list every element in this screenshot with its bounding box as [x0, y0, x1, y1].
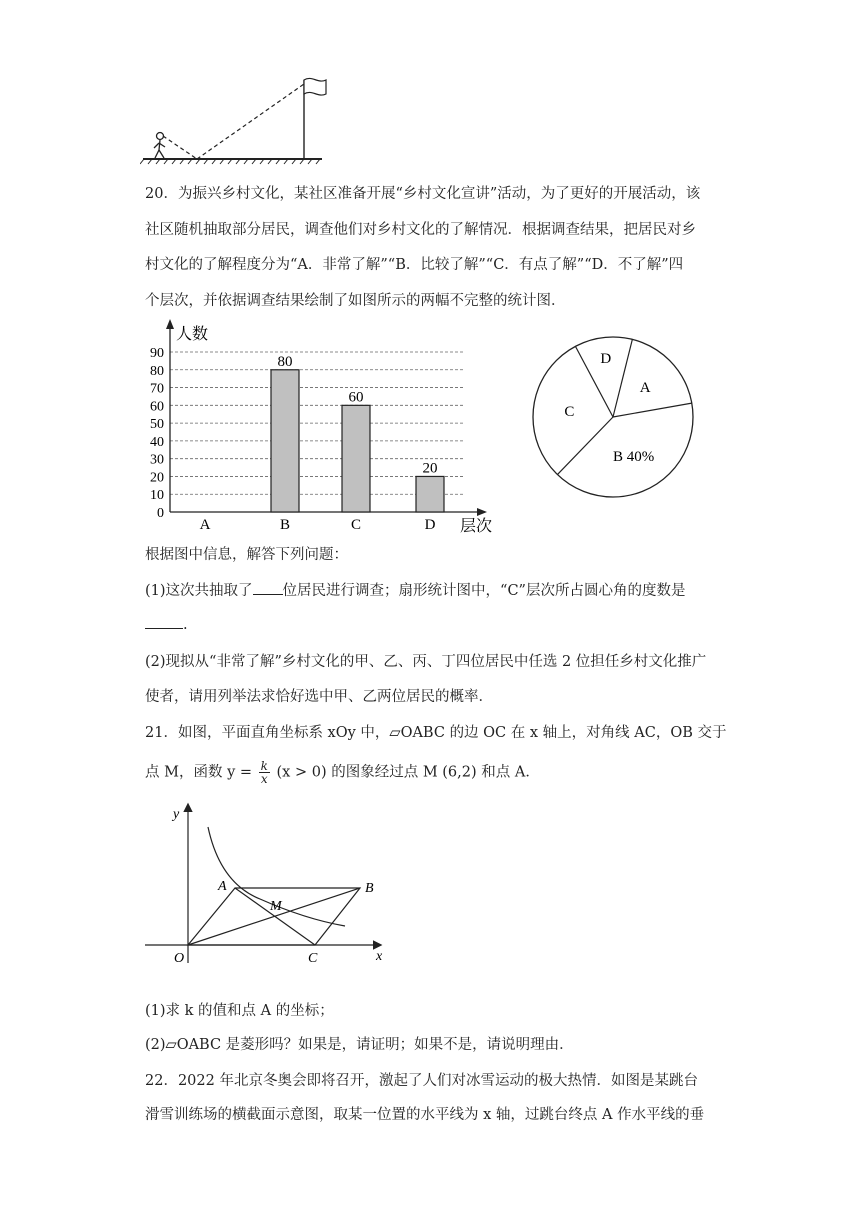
q20-info-line: 根据图中信息，解答下列问题：	[145, 547, 348, 563]
fraction-k-over-x: $\frac{k}{x}$	[260, 759, 268, 786]
x-axis-label: x	[376, 949, 383, 964]
category-label: A	[199, 517, 211, 533]
bar	[416, 476, 444, 512]
flagpole-figure	[140, 70, 330, 165]
category-label: D	[424, 517, 436, 533]
q20-sub1-cont: .	[145, 614, 725, 636]
y-tick-label: 90	[150, 346, 164, 361]
y-tick-label: 30	[150, 452, 164, 468]
answer-blank-1[interactable]	[253, 580, 283, 595]
x-axis-title: 层次	[460, 518, 493, 535]
y-tick-label: 0	[157, 506, 164, 521]
bar-data-label: 60	[348, 389, 364, 406]
bar-chart	[140, 315, 500, 540]
q20-line-4: 个层次，并依据调查结果绘制了如图所示的两幅不完整的统计图．	[145, 293, 566, 309]
y-tick-label: 50	[150, 417, 164, 433]
pie-chart	[528, 332, 698, 502]
category-label: C	[350, 517, 362, 533]
q21-sub1: (1)求 k 的值和点 A 的坐标；	[145, 1003, 334, 1019]
q20-sub1: (1)这次共抽取了 位居民进行调查；扇形统计图中，“C”层次所占圆心角的度数是	[145, 580, 725, 602]
q20-sub2-line2: 使者，请用列举法求恰好选中甲、乙两位居民的概率．	[145, 689, 493, 705]
bar	[271, 370, 299, 512]
q20-line-1: 20．为振兴乡村文化，某社区准备开展“乡村文化宣讲”活动，为了更好的开展活动，该	[145, 186, 701, 202]
q20-line-3: 村文化的了解程度分为“A．非常了解”“B．比较了解”“C．有点了解”“D．不了解”四	[145, 257, 684, 273]
point-A-label: A	[218, 879, 227, 894]
y-tick-label: 20	[150, 470, 164, 486]
y-tick-label: 40	[150, 434, 164, 450]
q22-line1: 22．2022 年北京冬奥会即将召开，激起了人们对冰雪运动的极大热情．如图是某跳台	[145, 1073, 698, 1089]
point-C-label: C	[308, 951, 318, 966]
y-axis-label: y	[173, 807, 180, 822]
q20-sub2-line1: (2)现拟从“非常了解”乡村文化的甲、乙、丙、丁四位居民中任选 2 位担任乡村文化推广	[145, 654, 707, 670]
pie-slice-label: A	[639, 379, 651, 396]
pie-slice-label: C	[564, 403, 575, 420]
bar	[342, 405, 370, 512]
q22-line2: 滑雪训练场的横截面示意图，取某一位置的水平线为 x 轴，过跳台终点 A 作水平线的垂	[145, 1107, 705, 1123]
q21-line2: 点 M，函数 y = $\frac{k}{x}$ (x > 0) 的图象经过点 M (6,2) 和点 A．	[145, 759, 540, 786]
y-tick-label: 70	[150, 381, 164, 397]
q20-number: 20．	[145, 186, 178, 202]
y-tick-label: 10	[150, 488, 164, 504]
point-O-label: O	[174, 951, 185, 966]
pie-slice-label: D	[600, 351, 612, 368]
point-M-label: M	[270, 899, 282, 914]
parallelogram-figure	[140, 795, 400, 970]
bar-data-label: 20	[422, 460, 438, 477]
pie-slice-label: B 40%	[613, 448, 655, 465]
q20-line-2: 社区随机抽取部分居民，调查他们对乡村文化的了解情况．根据调查结果，把居民对乡	[145, 222, 696, 238]
y-axis-arrow	[166, 319, 174, 329]
answer-blank-2[interactable]	[145, 614, 183, 629]
y-tick-label: 80	[150, 363, 164, 379]
x-axis-arrow	[477, 508, 487, 516]
category-label: B	[279, 517, 291, 533]
y-axis-title: 人数	[176, 326, 209, 343]
q21-line1: 21．如图，平面直角坐标系 xOy 中，▱OABC 的边 OC 在 x 轴上，对角线 AC，OB 交于	[145, 725, 727, 741]
bar-data-label: 80	[277, 353, 293, 370]
point-B-label: B	[365, 881, 374, 896]
q21-sub2: (2)▱OABC 是菱形吗？如果是，请证明；如果不是，请说明理由．	[145, 1037, 574, 1053]
y-tick-label: 60	[150, 399, 164, 415]
